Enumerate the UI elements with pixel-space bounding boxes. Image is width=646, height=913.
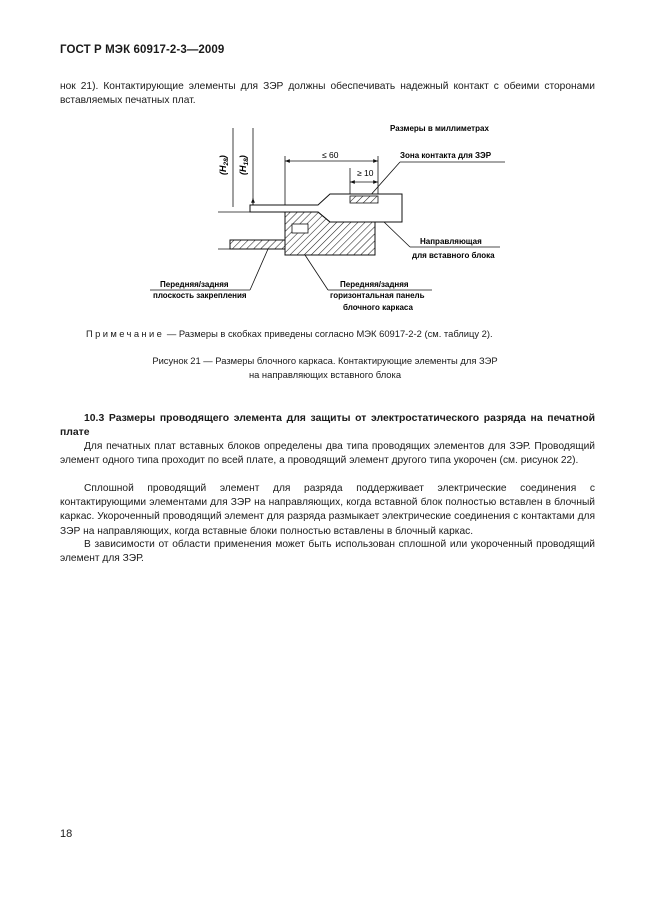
units-label: Размеры в миллиметрах (390, 124, 489, 133)
guide-label-line2: для вставного блока (412, 251, 495, 260)
caption-line-1: Рисунок 21 — Размеры блочного каркаса. Контактирующие элементы для ЗЭР (152, 355, 498, 366)
figure-21-drawing (0, 0, 646, 330)
dim-ge10-label: ≥ 10 (357, 168, 374, 178)
mounting-plane-shape (230, 240, 285, 249)
page-number: 18 (60, 828, 73, 840)
section-paragraph-1: Для печатных плат вставных блоков определены два типа проводящих элементов для ЗЭР. Проводящий элемент одного типа проходит по всей плате, а проводящий элемент другого типа укорочен (см. рисунок 22). (60, 441, 595, 467)
h18-label: $(H_{18})$ (238, 155, 250, 175)
guide-label-line1: Направляющая (420, 237, 482, 246)
figure-caption (60, 354, 590, 381)
note-prefix: Примечание (86, 328, 165, 339)
document-header: ГОСТ Р МЭК 60917-2-3—2009 (60, 44, 225, 56)
note-text: — Размеры в скобках приведены согласно МЭК 60917-2-2 (см. таблицу 2). (164, 328, 493, 339)
figure-note (86, 328, 493, 339)
intro-paragraph: нок 21). Контактирующие элементы для ЗЭР должны обеспечивать надежный контакт с обеими сторонами вставляемых печатных плат. (60, 81, 595, 107)
plane-label-line2: плоскость закрепления (153, 291, 247, 300)
section-paragraph-2: Сплошной проводящий элемент для разряда поддерживает электрические соединения с контактирующими элементами для ЗЭР на направляющих, когда вставной блок полностью вставлен в блочный каркас. Укороченный проводящий элемент для разряда размыкает электрические соединения с контактами для ЗЭР на направляющих, когда вставные блоки полностью вставлены в блочный каркас. (60, 483, 595, 537)
h28-label: $(H_{28})$ (218, 155, 230, 175)
section-paragraph-3: В зависимости от области применения может быть использован сплошной или укороченный проводящий элемент для ЗЭР. (60, 539, 595, 565)
pcb-board-shape (250, 194, 402, 222)
caption-line-2: на направляющих вставного блока (248, 368, 402, 380)
panel-label-line2: горизонтальная панель (330, 291, 425, 300)
contact-zone-area (350, 196, 378, 203)
contact-zone-label: Зона контакта для ЗЭР (400, 151, 492, 160)
plane-label-line1: Передняя/задняя (160, 280, 229, 289)
section-heading: 10.3 Размеры проводящего элемента для защиты от электростатического разряда на печатной плате (60, 413, 595, 438)
panel-label-line1: Передняя/задняя (340, 280, 409, 289)
dim-le60-label: ≤ 60 (322, 150, 339, 160)
panel-label-line3: блочного каркаса (343, 303, 413, 312)
